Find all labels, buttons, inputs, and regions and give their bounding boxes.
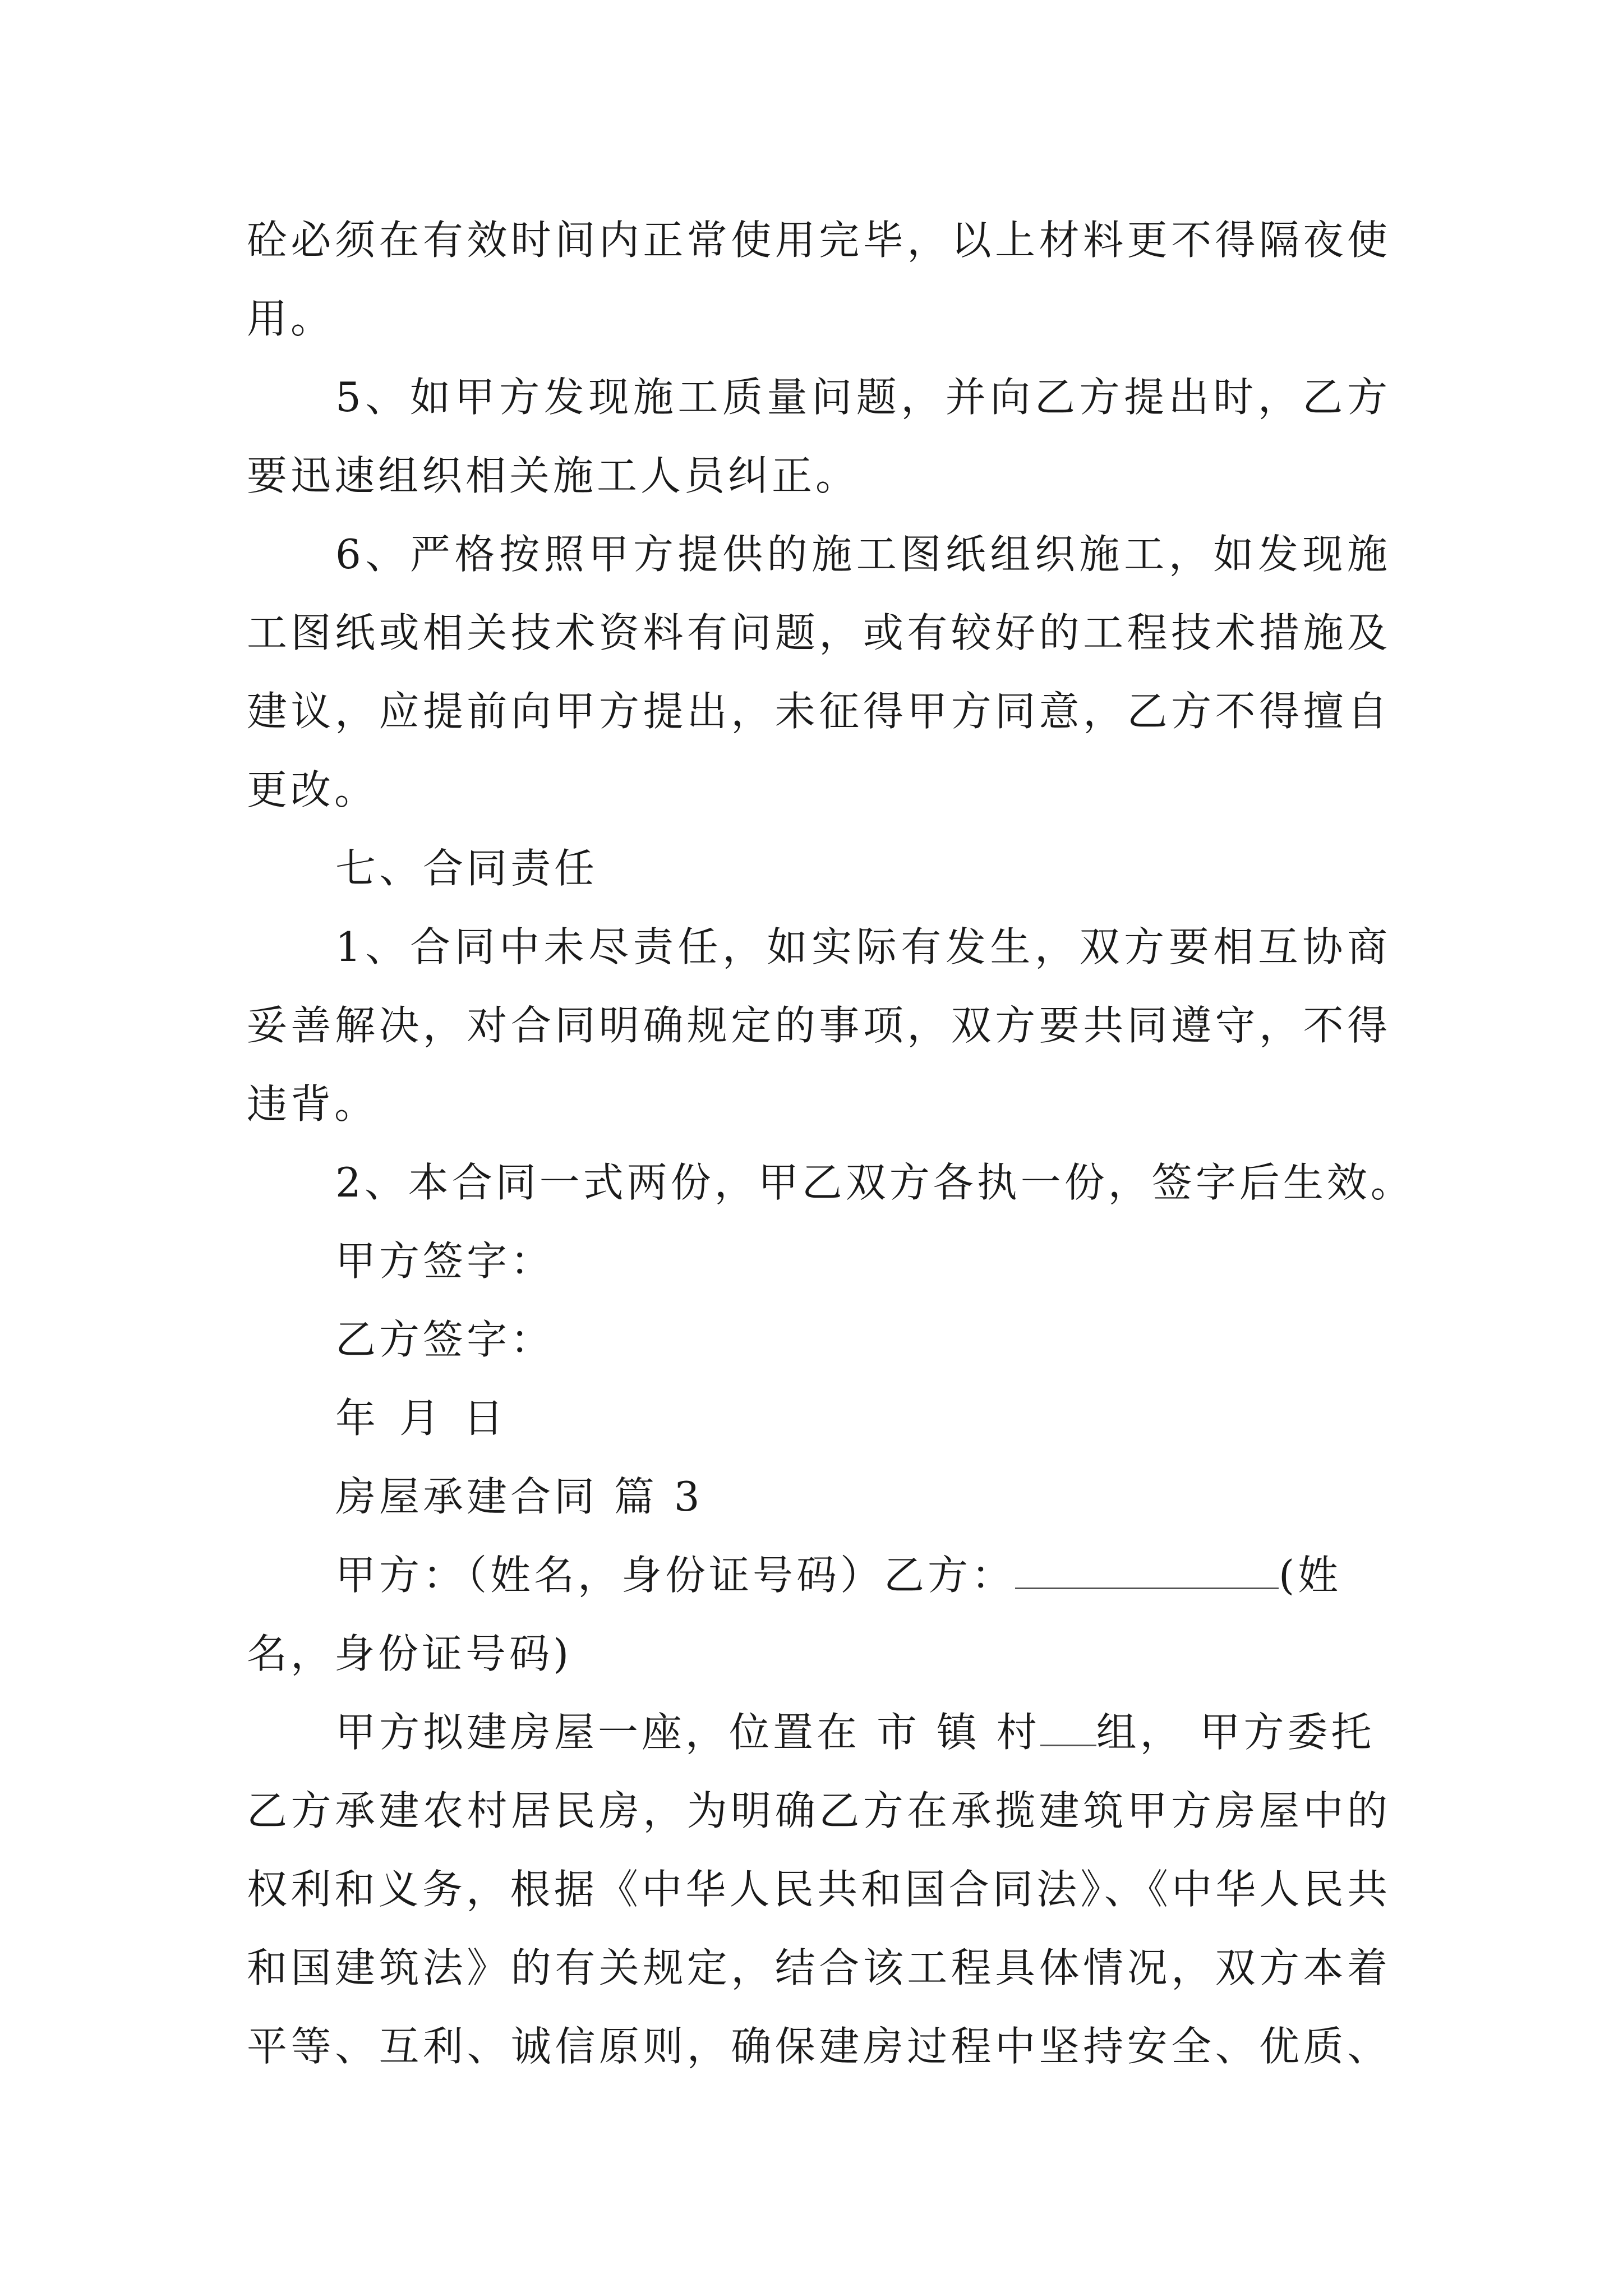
parties-text-end: (姓 — [1279, 1552, 1342, 1599]
parties-text: 甲方：（姓名，身份证号码）乙方： — [335, 1552, 1016, 1599]
contract-title: 房屋承建合同 篇 3 — [335, 1473, 703, 1520]
parties-line — [335, 1536, 1391, 1614]
section-heading: 七、合同责任 — [335, 845, 598, 892]
text-line: 工图纸或相关技术资料有问题，或有较好的工程技术措施及 — [247, 609, 1391, 656]
party-a-signature-label: 甲方签字： — [335, 1237, 555, 1285]
clause-6: 6、严格按照甲方提供的施工图纸组织施工，如发现施 — [335, 531, 1391, 578]
text-line: 要迅速组织相关施工人员纠正。 — [247, 452, 860, 499]
location-line — [335, 1693, 1391, 1772]
text-line: 建议，应提前向甲方提出，未征得甲方同意，乙方不得擅自 — [247, 688, 1391, 735]
text-line: 妥善解决，对合同明确规定的事项，双方要共同遵守，不得 — [247, 1002, 1391, 1049]
text-line: 砼必须在有效时间内正常使用完毕，以上材料更不得隔夜使 — [247, 217, 1391, 264]
text-line: 平等、互利、诚信原则，确保建房过程中坚持安全、优质、 — [247, 2023, 1391, 2070]
clause-2: 2、本合同一式两份，甲乙双方各执一份，签字后生效。 — [335, 1159, 1414, 1206]
clause-1: 1、合同中未尽责任，如实际有发生，双方要相互协商 — [335, 923, 1391, 970]
clause-5: 5、如甲方发现施工质量问题，并向乙方提出时，乙方 — [335, 374, 1391, 421]
text-line: 和国建筑法》的有关规定，结合该工程具体情况，双方本着 — [247, 1944, 1391, 1991]
text-line: 更改。 — [247, 766, 379, 813]
text-line: 权利和义务，根据《中华人民共和国合同法》、《中华人民共 — [247, 1866, 1391, 1913]
month-label: 月 — [399, 1395, 444, 1442]
party-b-name-blank — [1015, 1548, 1279, 1589]
location-text: 甲方拟建房屋一座，位置在 市 镇 村 — [335, 1709, 1040, 1756]
date-line — [335, 1379, 1391, 1457]
group-blank — [1040, 1705, 1096, 1746]
day-label: 日 — [463, 1395, 508, 1442]
text-line: 用。 — [247, 295, 335, 342]
text-line: 名，身份证号码) — [247, 1630, 573, 1677]
text-line: 乙方承建农村居民房，为明确乙方在承揽建筑甲方房屋中的 — [247, 1787, 1391, 1834]
location-text-end: 组， 甲方委托 — [1096, 1709, 1375, 1756]
text-line: 违背。 — [247, 1080, 379, 1128]
year-label: 年 — [335, 1395, 380, 1442]
party-b-signature-label: 乙方签字： — [335, 1316, 555, 1363]
